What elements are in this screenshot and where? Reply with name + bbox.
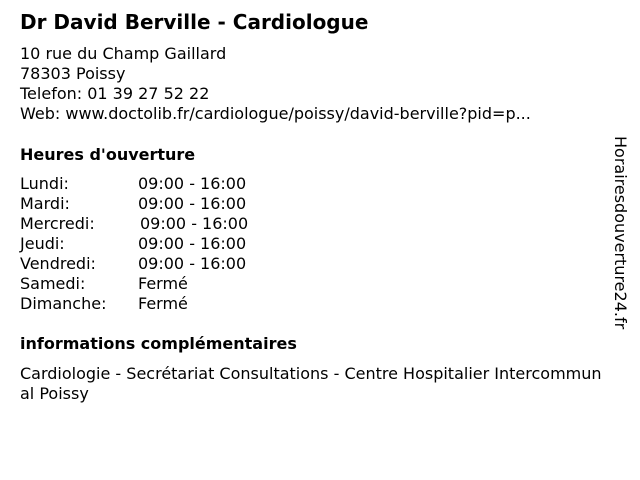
info-text: Cardiologie - Secrétariat Consultations - Centre Hospitalier Intercommunal Poissy [20, 364, 602, 403]
hours-day: Jeudi: [20, 234, 65, 253]
page-title: Dr David Berville - Cardiologue [20, 10, 369, 34]
hours-time: 09:00 - 16:00 [138, 234, 247, 253]
hours-day: Mardi: [20, 194, 70, 213]
hours-time: 09:00 - 16:00 [138, 174, 247, 193]
hours-day: Lundi: [20, 174, 69, 193]
watermark-text: Horairesdouverture24.fr [611, 136, 630, 330]
hours-day: Dimanche: [20, 294, 107, 313]
hours-heading: Heures d'ouverture [20, 145, 196, 164]
hours-day: Samedi: [20, 274, 86, 293]
hours-time: 09:00 - 16:00 [140, 214, 249, 233]
hours-day: Mercredi: [20, 214, 95, 233]
address-street: 10 rue du Champ Gaillard [20, 44, 227, 63]
website-link[interactable]: Web: www.doctolib.fr/cardiologue/poissy/david-berville?pid=p... [20, 104, 531, 123]
info-heading: informations complémentaires [20, 334, 297, 353]
hours-time: Fermé [138, 274, 188, 293]
hours-time: 09:00 - 16:00 [138, 194, 247, 213]
hours-time: 09:00 - 16:00 [138, 254, 247, 273]
address-city: 78303 Poissy [20, 64, 126, 83]
hours-time: Fermé [138, 294, 188, 313]
hours-day: Vendredi: [20, 254, 96, 273]
phone-number[interactable]: Telefon: 01 39 27 52 22 [20, 84, 210, 103]
